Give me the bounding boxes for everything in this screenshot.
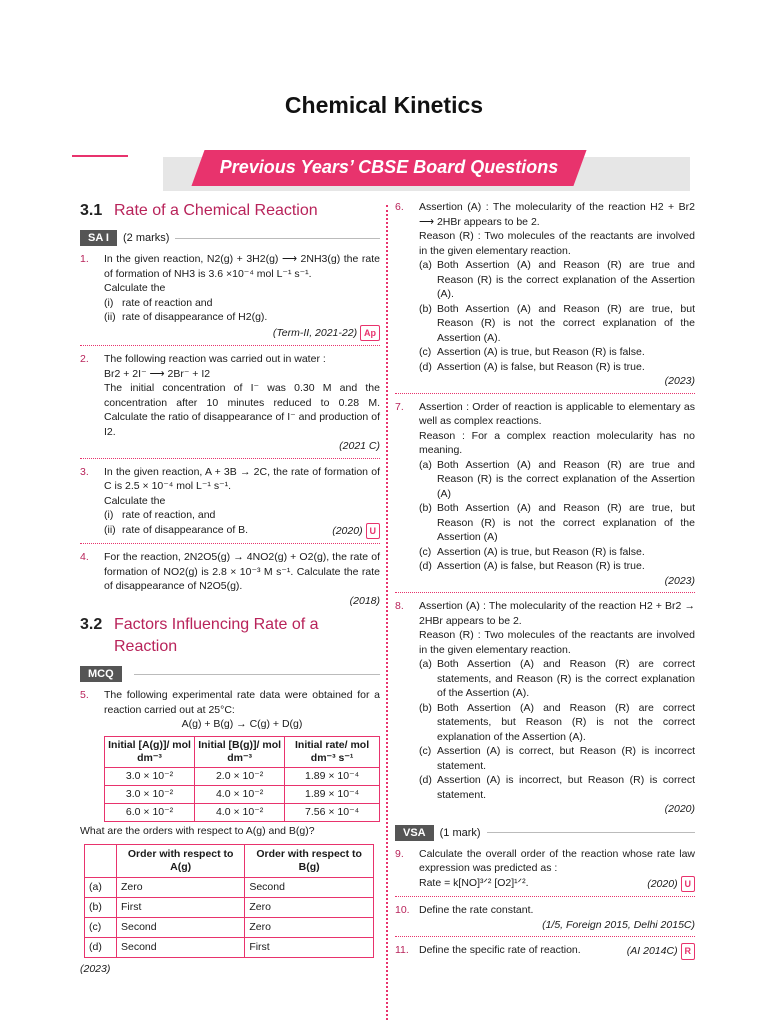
question-3: 3. In the given reaction, A + 3B → 2C, the rate of formation of C is 2.5 × 10⁻⁴ mol L⁻¹ s⁻¹. Calculate the (i) rate of reaction, and (ii) rate of disappearance of B. (2020) U — [80, 465, 380, 540]
badge-icon: Ap — [360, 325, 380, 342]
question-4: 4. For the reaction, 2N2O5(g) → 4NO2(g) + O2(g), the rate of formation of NO2(g) is 2.8 × 10⁻³ M s⁻¹. Calculate the rate of disappearance of N2O5(g). (2018) — [80, 551, 380, 607]
left-column: 3.1 Rate of a Chemical Reaction SA I (2 marks) 1. In the given reaction, N2(g) + 3H2(g) ⟶ 2NH3(g) the rate of formation of NH3 is 3.6 ×10⁻⁴ mol L⁻¹ s⁻¹. Calculate the (i) rate of reaction and (ii) rate of disappearance of H2(g). (Term-II, 2021-22) Ap 2. The following reaction was carried out in water : Br2 + 2I⁻ ⟶ 2Br⁻ + I2 The initial concentration of I⁻ was 0.30 M and the concentration after 10 minutes reduced to 0.28 M. Calculate the ratio of disappearance of I⁻ and production of I2. (2021 C) 3. In the given reaction, A + 3B → 2C, the rate of formation of C is 2.5 × 10⁻⁴ mol L⁻¹ s⁻¹. Calculate the (i) rate of reaction, and (ii) rate of disappearance of B. (2020) U 4. For the reaction, 2N2O5(g) → 4NO2(g) + O2(g), the rate of formation of NO2(g) is 2.8 × 10⁻³ M s⁻¹. Calculate the rate of disappearance of N2O5(g). (2018) 3.2 Factors Influencing Rate of a Reaction MCQ 5. The following experimental rate data were obtained for a reaction carried out at 25°C: A(g) + B(g) → C(g) + D(g) Initial [A(g)]/ mol dm⁻³ Initial [B(g)]/ mol dm⁻³ Initial rate/ mol dm⁻³ s⁻¹ 3.0 × 10⁻² 2.0 × 10⁻² 1.89 × 10⁻⁴ 3.0 × 10⁻² 4.0 × 10⁻² 1.89 × 10⁻⁴ 6.0 × 10⁻² 4.0 × 10⁻² 7.56 × 10⁻⁴ What are the orders with respect to A(g) and B(g)? Order with respect to A(g) Order with respect to B(g) (a) Zero Second (b) First Zero (c) Second Zero (d) Second First (2023) — [80, 202, 380, 975]
table-row: 3.0 × 10⁻² 2.0 × 10⁻² 1.89 × 10⁻⁴ — [105, 767, 380, 785]
question-2: 2. The following reaction was carried out in water : Br2 + 2I⁻ ⟶ 2Br⁻ + I2 The initial concentration of I⁻ was 0.30 M and the concentration after 10 minutes reduced to 0.28 M. Calculate the ratio of disappearance of I⁻ and production of I2. (2021 C) — [80, 353, 380, 452]
table-row: (a) Zero Second — [85, 878, 374, 898]
right-column — [395, 200, 695, 964]
badge-icon: R — [681, 943, 696, 960]
table-row: (c) Second Zero — [85, 918, 374, 938]
badge-icon: U — [681, 876, 696, 893]
banner-title: Previous Years’ CBSE Board Questions — [219, 157, 559, 177]
column-divider — [386, 205, 388, 1020]
question-1: 1. In the given reaction, N2(g) + 3H2(g) ⟶ 2NH3(g) the rate of formation of NH3 is 3.6 ×10⁻⁴ mol L⁻¹ s⁻¹. Calculate the (i) rate of reaction and (ii) rate of disappearance of H2(g). (Term-II, 2021-22) Ap — [80, 252, 380, 341]
table-row: (b) First Zero — [85, 898, 374, 918]
accent-line — [72, 155, 128, 157]
question-6: 6. Assertion (A) : The molecularity of the reaction H2 + Br2 ⟶ 2HBr appears to be 2. Reason (R) : Two molecules of the reactants are involved in the given elementary reaction. (a) Both Assertion (A) and Reason (R) are true and Reason (R) is the correct explanation of the Assertion (A). (b) Both Assertion (A) and Reason (R) are true, but Reason (R) is not the correct explanation of the Assertion (A). (c) Assertion (A) is true, but Reason (R) is false. (d) Assertion (A) is false, but Reason (R) is true. (2023) — [395, 201, 695, 387]
question-5: 5. The following experimental rate data were obtained for a reaction carried out at 25°C: A(g) + B(g) → C(g) + D(g) Initial [A(g)]/ mol dm⁻³ Initial [B(g)]/ mol dm⁻³ Initial rate/ mol dm⁻³ s⁻¹ 3.0 × 10⁻² 2.0 × 10⁻² 1.89 × 10⁻⁴ 3.0 × 10⁻² 4.0 × 10⁻² 1.89 × 10⁻⁴ 6.0 × 10⁻² 4.0 × 10⁻² 7.56 × 10⁻⁴ — [80, 688, 380, 824]
table-row: 6.0 × 10⁻² 4.0 × 10⁻² 7.56 × 10⁻⁴ — [105, 803, 380, 821]
page-title: Chemical Kinetics — [284, 92, 484, 118]
badge-icon: U — [366, 523, 381, 540]
question-5-ask: What are the orders with respect to A(g) and B(g)? — [80, 824, 315, 837]
table-row: (d) Second First — [85, 938, 374, 958]
rate-data-table: Initial [A(g)]/ mol dm⁻³ Initial [B(g)]/ mol dm⁻³ Initial rate/ mol dm⁻³ s⁻¹ 3.0 × 10⁻² 2.0 × 10⁻² 1.89 × 10⁻⁴ 3.0 × 10⁻² 4.0 × 10⁻² 1.89 × 10⁻⁴ 6.0 × 10⁻² 4.0 × 10⁻² 7.56 × 10⁻⁴ — [104, 736, 380, 822]
sa1-tag: SA I (2 marks) — [80, 230, 380, 246]
section-heading-3-1: 3.1 Rate of a Chemical Reaction — [80, 202, 318, 219]
mcq-tag: MCQ — [80, 666, 380, 682]
question-9: 9. Calculate the overall order of the reaction whose rate law expression was predicted as : Rate = k[NO]³ᐟ² [O2]¹ᐟ². (2020) U — [395, 847, 695, 893]
question-8: 8. Assertion (A) : The molecularity of the reaction H2 + Br2 → 2HBr appears to be 2. Reason (R) : Two molecules of the reactants are involved in the given elementary reaction. (a) Both Assertion (A) and Reason (R) are correct statements, and Reason (R) is the correct explanation of the Assertion (A). (b) Both Assertion (A) and Reason (R) are correct statements, but Reason (R) is not the correct explanation of the Assertion (A). (c) Assertion (A) is correct, but Reason (R) is incorrect statement. (d) Assertion (A) is incorrect, but Reason (R) is correct statement. (2020) — [395, 600, 695, 815]
section-heading-3-2: 3.2 Factors Influencing Rate of a Reaction — [80, 616, 319, 655]
question-7: 7. Assertion : Order of reaction is applicable to elementary as well as complex reactions. Reason : For a complex reaction molecularity has no meaning. (a) Both Assertion (A) and Reason (R) are true and Reason (R) is the correct explanation of the Assertion (A) (b) Both Assertion (A) and Reason (R) are true, but Reason (R) is not the correct explanation of the Assertion (A) (c) Assertion (A) is true, but Reason (R) is false. (d) Assertion (A) is false, but Reason (R) is true. (2023) — [395, 400, 695, 587]
vsa-tag: VSA (1 mark) — [395, 825, 695, 841]
question-10: 10. Define the rate constant. (1/5, Foreign 2015, Delhi 2015C) — [395, 904, 695, 931]
options-table: Order with respect to A(g) Order with respect to B(g) (a) Zero Second (b) First Zero (c) Second Zero (d) Second First — [84, 844, 374, 958]
table-row: 3.0 × 10⁻² 4.0 × 10⁻² 1.89 × 10⁻⁴ — [105, 785, 380, 803]
question-11: 11. Define the specific rate of reaction. (AI 2014C) R — [395, 943, 695, 960]
